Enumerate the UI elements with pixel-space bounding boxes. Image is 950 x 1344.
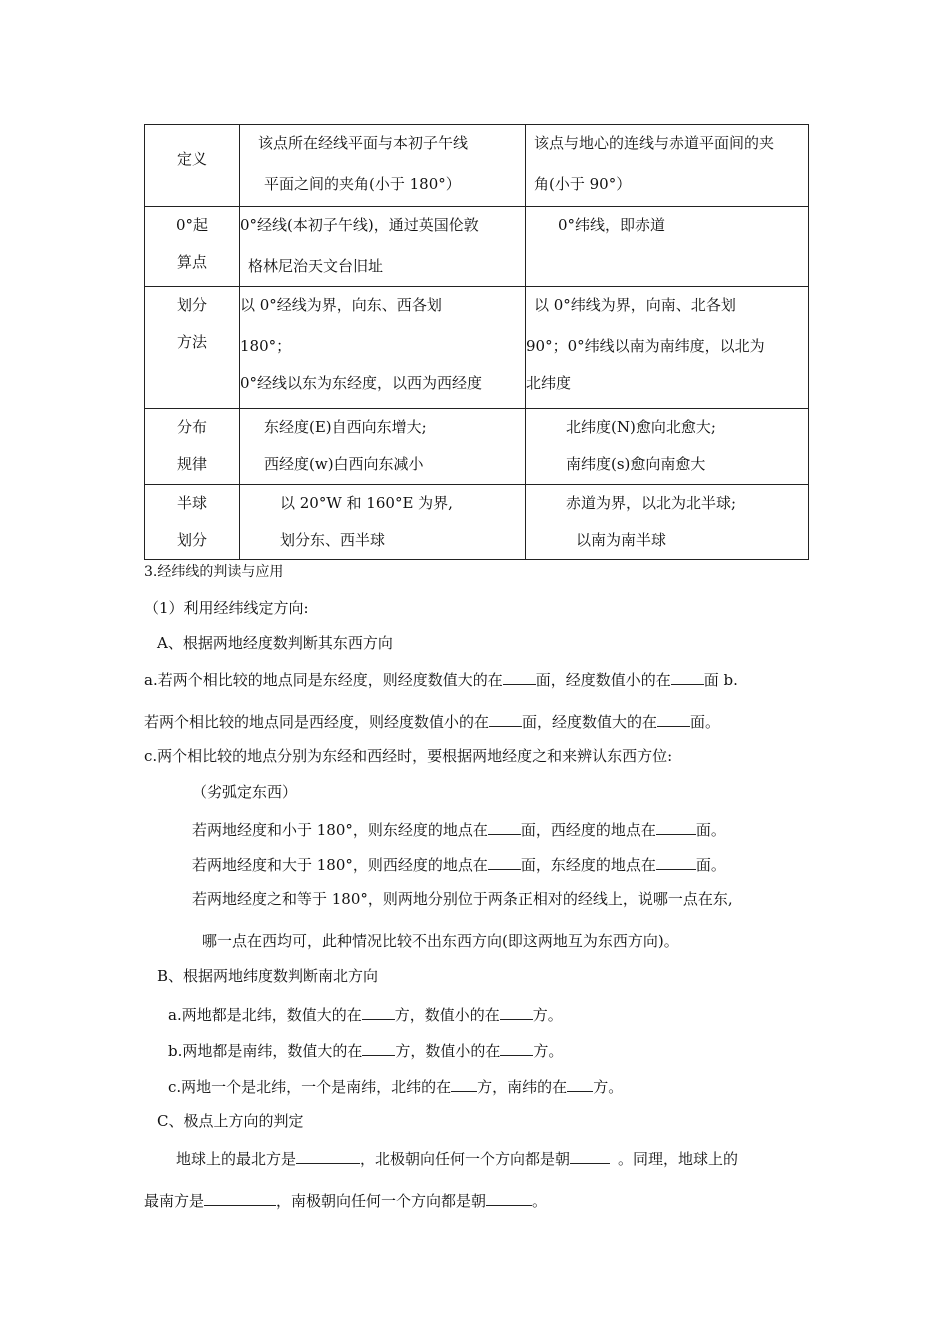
fill-blank[interactable] (567, 1075, 593, 1092)
text-run: 面。 (695, 821, 726, 839)
cell-text: 南纬度(s)愈向南愈大 (566, 455, 706, 473)
row-header (145, 409, 240, 485)
fill-blank[interactable] (570, 1147, 610, 1164)
header-text: 0°起 (175, 216, 209, 234)
text-run: 方。 (532, 1006, 563, 1024)
cell-text: 角(小于 90°） (534, 175, 632, 193)
header-text: 划分 (176, 296, 207, 314)
fill-blank[interactable] (362, 1039, 395, 1056)
header-text: 算点 (176, 253, 207, 271)
cell-text: 划分东、西半球 (280, 531, 386, 549)
text-run: 面 b. (703, 671, 738, 689)
text-run: ，北极朝向任何一个方向都是朝 (360, 1150, 571, 1168)
text-run: 方，南纬的在 (477, 1078, 568, 1096)
longitude-cell (240, 485, 526, 560)
text-run: 面，经度数值大的在 (522, 713, 658, 731)
text-run: b.两地都是南纬，数值大的在 (168, 1042, 363, 1060)
text-run: 面，经度数值小的在 (535, 671, 671, 689)
header-text: 方法 (176, 333, 207, 351)
cell-text: 该点所在经线平面与本初子午线 (258, 134, 469, 152)
row-header (145, 287, 240, 409)
rule-sum-equal-line1: 若两地经度之和等于 180°，则两地分别位于两条正相对的经线上，说哪一点在东, (192, 890, 733, 908)
cell-text: 90°；0°纬线以南为南纬度，以北为 (526, 337, 765, 355)
table-row-origin (145, 207, 809, 287)
cell-text: 东经度(E)自西向东增大; (264, 418, 427, 436)
longitude-cell (240, 207, 526, 287)
cell-text: 平面之间的夹角(小于 180°） (264, 175, 461, 193)
section-title: 3.经纬线的判读与应用 (144, 564, 284, 580)
rule-sum-greater (192, 853, 726, 875)
fill-blank[interactable] (488, 818, 521, 835)
cell-text: 西经度(w)白西向东减小 (264, 455, 424, 473)
fill-blank[interactable] (488, 853, 521, 870)
cell-text: 北纬度(N)愈向北愈大; (566, 418, 716, 436)
fill-blank[interactable] (503, 668, 536, 685)
fill-blank[interactable] (656, 818, 696, 835)
cell-text: 该点与地心的连线与赤道平面间的夹 (534, 134, 775, 152)
text-run: 面。 (690, 713, 721, 731)
part-b-item-b (168, 1039, 563, 1061)
latitude-longitude-table (144, 124, 809, 560)
text-run: 方，数值小的在 (394, 1006, 500, 1024)
part-c-line1 (176, 1147, 738, 1169)
row-header (145, 207, 240, 287)
fill-blank[interactable] (656, 853, 696, 870)
fill-blank[interactable] (489, 710, 522, 727)
fill-blank[interactable] (500, 1039, 533, 1056)
paragraph-b (144, 710, 720, 732)
row-header (145, 485, 240, 560)
fill-blank[interactable] (486, 1189, 532, 1206)
part-b-item-a (168, 1003, 563, 1025)
latitude-cell (526, 207, 809, 287)
text-run: 若两个相比较的地点同是西经度，则经度数值小的在 (144, 713, 490, 731)
text-run: 方。 (593, 1078, 624, 1096)
latitude-cell (526, 287, 809, 409)
cell-text: 以 0°经线为界，向东、西各划 (240, 296, 442, 314)
cell-text: 0°纬线，即赤道 (558, 216, 666, 234)
latitude-cell (526, 485, 809, 560)
text-run: ，南极朝向任何一个方向都是朝 (276, 1192, 487, 1210)
paragraph-c-note: （劣弧定东西） (192, 783, 298, 801)
text-run: 。 (532, 1192, 548, 1210)
part-a-heading: A、根据两地经度数判断其东西方向 (157, 634, 393, 652)
header-text: 划分 (176, 531, 207, 549)
text-run: 最南方是 (144, 1192, 205, 1210)
text-run: a.两地都是北纬，数值大的在 (168, 1006, 362, 1024)
header-text: 定义 (176, 150, 207, 168)
part-c-heading: C、极点上方向的判定 (157, 1112, 304, 1130)
text-run: c.两地一个是北纬，一个是南纬，北纬的在 (168, 1078, 452, 1096)
part-b-item-c (168, 1075, 623, 1097)
rule-sum-equal-line2: 哪一点在西均可，此种情况比较不出东西方向(即这两地互为东西方向)。 (202, 932, 679, 950)
row-header (145, 125, 240, 207)
table-row-pattern (145, 409, 809, 485)
text-run: 方，数值小的在 (395, 1042, 501, 1060)
latitude-cell (526, 125, 809, 207)
text-run: 方。 (533, 1042, 564, 1060)
table-row-hemisphere (145, 485, 809, 560)
table-row-definition (145, 125, 809, 207)
paragraph-c: c.两个相比较的地点分别为东经和西经时，要根据两地经度之和来辨认东西方位: (144, 747, 673, 765)
cell-text: 北纬度 (526, 374, 572, 392)
header-text: 半球 (176, 494, 207, 512)
part-c-line2 (144, 1189, 547, 1211)
part-b-heading: B、根据两地纬度数判断南北方向 (157, 967, 379, 985)
cell-text: 赤道为界，以北为北半球; (566, 494, 737, 512)
subsection-title: （1）利用经纬线定方向: (144, 599, 309, 617)
longitude-cell (240, 125, 526, 207)
text-run: a.若两个相比较的地点同是东经度，则经度数值大的在 (144, 671, 503, 689)
paragraph-a (144, 668, 738, 690)
header-text: 规律 (176, 455, 207, 473)
fill-blank[interactable] (657, 710, 690, 727)
rule-sum-less (192, 818, 726, 840)
cell-text: 格林尼治天文台旧址 (248, 257, 384, 275)
latitude-cell (526, 409, 809, 485)
cell-text: 180°； (240, 337, 292, 355)
cell-text: 以南为南半球 (576, 531, 667, 549)
fill-blank[interactable] (451, 1075, 477, 1092)
longitude-cell (240, 409, 526, 485)
cell-text: 以 0°纬线为界，向南、北各划 (534, 296, 736, 314)
text-run: 面，东经度的地点在 (520, 856, 656, 874)
cell-text: 0°经线(本初子午线)，通过英国伦敦 (240, 216, 479, 234)
table-row-division (145, 287, 809, 409)
text-run: 若两地经度和小于 180°，则东经度的地点在 (192, 821, 488, 839)
fill-blank[interactable] (362, 1003, 395, 1020)
fill-blank[interactable] (204, 1189, 276, 1206)
text-run: 面。 (695, 856, 726, 874)
fill-blank[interactable] (500, 1003, 533, 1020)
text-run: 若两地经度和大于 180°，则西经度的地点在 (192, 856, 488, 874)
fill-blank[interactable] (296, 1147, 360, 1164)
text-run: 。同理，地球上的 (618, 1150, 739, 1168)
cell-text: 以 20°W 和 160°E 为界, (280, 494, 453, 512)
longitude-cell (240, 287, 526, 409)
text-run: 面，西经度的地点在 (520, 821, 656, 839)
header-text: 分布 (176, 418, 207, 436)
cell-text: 0°经线以东为东经度，以西为西经度 (240, 374, 483, 392)
text-run: 地球上的最北方是 (176, 1150, 297, 1168)
fill-blank[interactable] (671, 668, 704, 685)
